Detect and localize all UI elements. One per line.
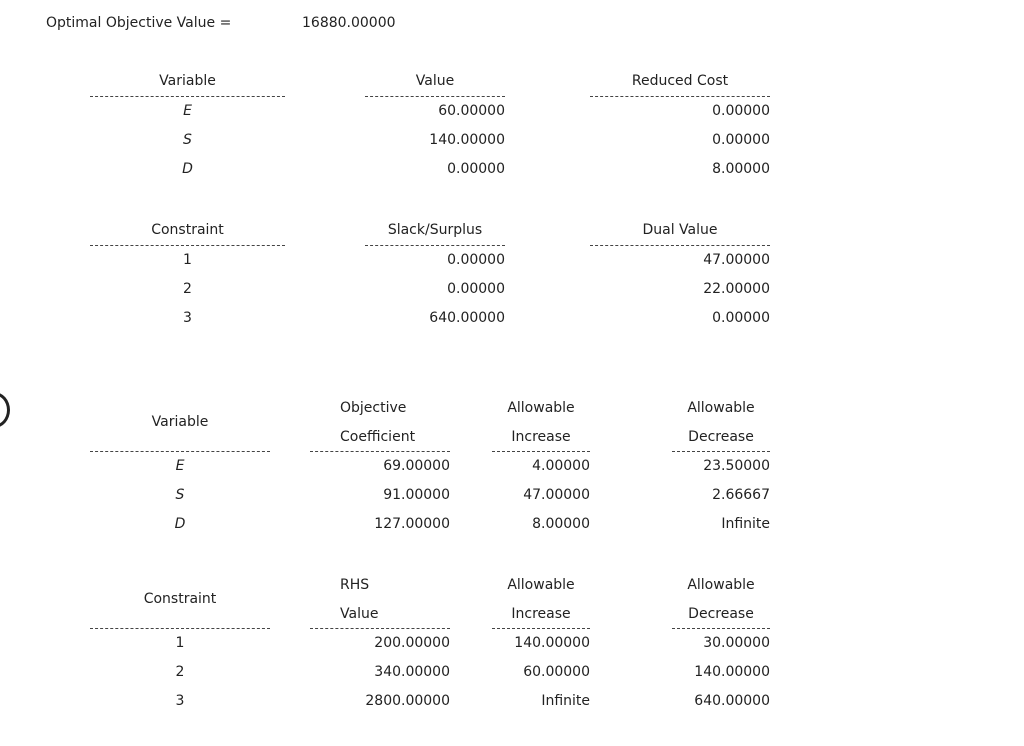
allowable-decrease-column bbox=[672, 394, 770, 539]
allowable-decrease-cell: 140.00000 bbox=[694, 664, 770, 680]
reduced-cost-cell: 0.00000 bbox=[712, 103, 770, 119]
constraint-cell: 2 bbox=[183, 281, 192, 297]
rhs-value-cell: 200.00000 bbox=[374, 635, 450, 651]
objective-coefficient-column bbox=[310, 394, 450, 539]
column-header-text: Decrease bbox=[688, 605, 754, 622]
variable-cell: E bbox=[183, 103, 192, 119]
reduced-cost-column bbox=[590, 67, 770, 184]
reduced-cost-header bbox=[590, 67, 770, 97]
slack-surplus-cell: 640.00000 bbox=[429, 310, 505, 326]
rhs-value-cell: 340.00000 bbox=[374, 664, 450, 680]
column-header-text: Decrease bbox=[688, 428, 754, 445]
variable-cell: D bbox=[182, 161, 193, 177]
dual-value-column bbox=[590, 216, 770, 333]
constraint-column bbox=[90, 571, 270, 716]
constraint-cell: 3 bbox=[175, 693, 185, 709]
column-header-text: Variable bbox=[151, 414, 209, 430]
slack-surplus-cell: 0.00000 bbox=[447, 281, 505, 297]
objective-coefficient-header bbox=[310, 394, 450, 452]
objective-coefficient-cell: 69.00000 bbox=[383, 458, 450, 474]
value-cell: 140.00000 bbox=[429, 132, 505, 148]
variable-header bbox=[90, 67, 285, 97]
reduced-cost-cell: 8.00000 bbox=[712, 161, 770, 177]
column-header-text: Increase bbox=[511, 605, 571, 622]
allowable-decrease-column bbox=[672, 571, 770, 716]
dual-value-header bbox=[590, 216, 770, 246]
column-header-text: Allowable bbox=[507, 576, 575, 593]
objective-label: Optimal Objective Value = bbox=[46, 15, 232, 31]
rhs-value-column bbox=[310, 571, 450, 716]
variable-column bbox=[90, 394, 270, 539]
slack-surplus-header bbox=[365, 216, 505, 246]
dual-value-cell: 47.00000 bbox=[703, 252, 770, 268]
variable-cell: D bbox=[174, 516, 186, 532]
variable-cell: S bbox=[183, 132, 192, 148]
column-header-text: Allowable bbox=[687, 399, 755, 416]
allowable-increase-cell: 140.00000 bbox=[514, 635, 590, 651]
allowable-increase-cell: 47.00000 bbox=[523, 487, 590, 503]
value-cell: 60.00000 bbox=[438, 103, 505, 119]
slack-surplus-column bbox=[365, 216, 505, 333]
allowable-increase-cell: 4.00000 bbox=[532, 458, 590, 474]
allowable-decrease-header bbox=[672, 394, 770, 452]
allowable-decrease-header bbox=[672, 571, 770, 629]
allowable-increase-cell: 60.00000 bbox=[523, 664, 590, 680]
column-header-text: Allowable bbox=[687, 576, 755, 593]
variable-column bbox=[90, 67, 285, 184]
allowable-decrease-cell: 640.00000 bbox=[694, 693, 770, 709]
allowable-decrease-cell: 30.00000 bbox=[703, 635, 770, 651]
column-header-text: RHS bbox=[340, 576, 370, 593]
constraint-cell: 1 bbox=[183, 252, 192, 268]
value-column bbox=[365, 67, 505, 184]
column-header-text: Slack/Surplus bbox=[387, 222, 483, 238]
column-header-text: Reduced Cost bbox=[631, 73, 729, 89]
objective-coefficient-cell: 91.00000 bbox=[383, 487, 450, 503]
variable-header bbox=[90, 394, 270, 452]
variable-cell: E bbox=[175, 458, 185, 474]
value-cell: 0.00000 bbox=[447, 161, 505, 177]
objective-coefficient-cell: 127.00000 bbox=[374, 516, 450, 532]
allowable-decrease-cell: Infinite bbox=[721, 516, 770, 532]
allowable-decrease-cell: 23.50000 bbox=[703, 458, 770, 474]
column-header-text: Value bbox=[340, 605, 379, 622]
reduced-cost-cell: 0.00000 bbox=[712, 132, 770, 148]
allowable-decrease-cell: 2.66667 bbox=[712, 487, 770, 503]
column-header-text: Coefficient bbox=[340, 428, 416, 445]
rhs-value-header bbox=[310, 571, 450, 629]
objective-value: 16880.00000 bbox=[302, 15, 396, 31]
constraint-cell: 2 bbox=[175, 664, 185, 680]
partial-circle-icon bbox=[0, 392, 10, 428]
dual-value-cell: 22.00000 bbox=[703, 281, 770, 297]
constraint-column bbox=[90, 216, 285, 333]
variable-cell: S bbox=[175, 487, 185, 503]
constraint-cell: 3 bbox=[183, 310, 192, 326]
column-header-text: Objective bbox=[340, 399, 407, 416]
dual-value-cell: 0.00000 bbox=[712, 310, 770, 326]
column-header-text: Constraint bbox=[143, 591, 217, 607]
allowable-increase-column bbox=[492, 571, 590, 716]
allowable-increase-header bbox=[492, 571, 590, 629]
slack-surplus-cell: 0.00000 bbox=[447, 252, 505, 268]
column-header-text: Constraint bbox=[151, 222, 224, 238]
column-header-text: Value bbox=[415, 73, 455, 89]
constraint-cell: 1 bbox=[175, 635, 185, 651]
column-header-text: Increase bbox=[511, 428, 571, 445]
column-header-text: Variable bbox=[159, 73, 216, 89]
column-header-text: Dual Value bbox=[642, 222, 718, 238]
allowable-increase-cell: Infinite bbox=[541, 693, 590, 709]
constraint-header bbox=[90, 216, 285, 246]
allowable-increase-header bbox=[492, 394, 590, 452]
allowable-increase-column bbox=[492, 394, 590, 539]
constraint-header bbox=[90, 571, 270, 629]
value-header bbox=[365, 67, 505, 97]
allowable-increase-cell: 8.00000 bbox=[532, 516, 590, 532]
rhs-value-cell: 2800.00000 bbox=[365, 693, 450, 709]
column-header-text: Allowable bbox=[507, 399, 575, 416]
